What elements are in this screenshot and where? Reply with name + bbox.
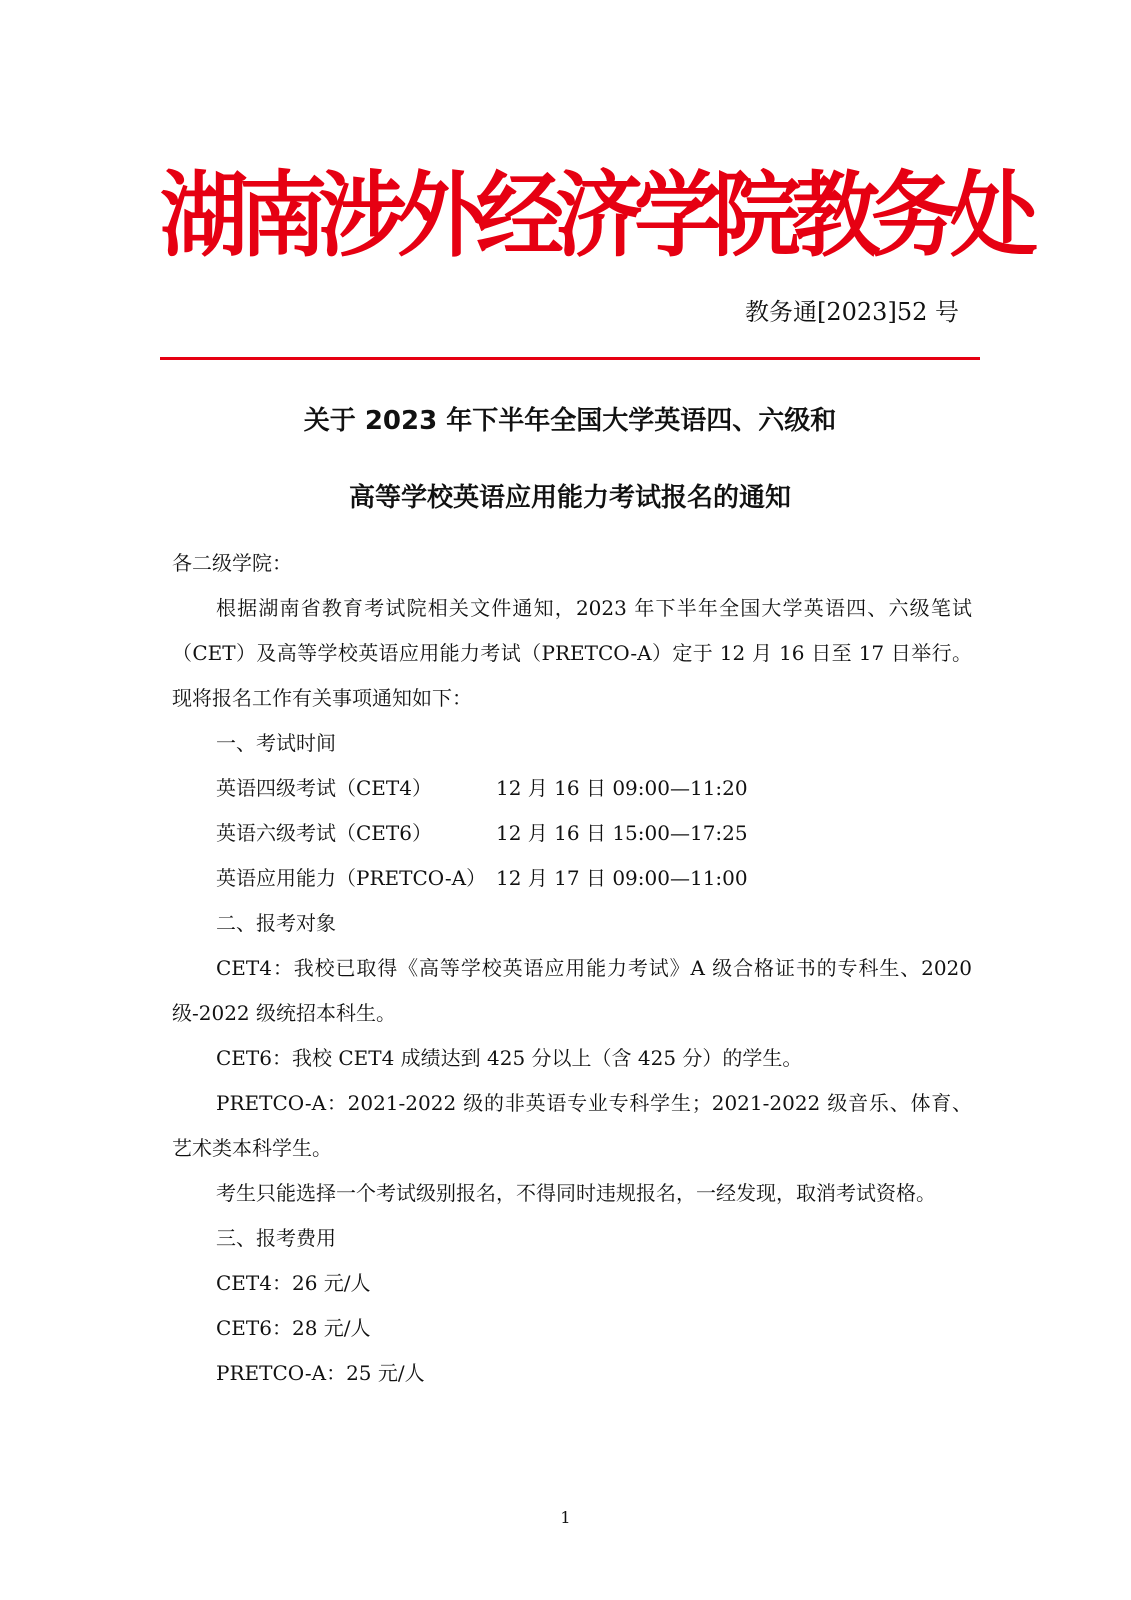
document-number: 教务通[2023]52 号 xyxy=(745,298,959,326)
schedule-row xyxy=(172,856,972,901)
schedule-row xyxy=(172,811,972,856)
notice-title-line-2: 高等学校英语应用能力考试报名的通知 xyxy=(348,483,791,513)
fee-item: PRETCO-A：25 元/人 xyxy=(216,1361,425,1385)
section-heading-fees: 三、报考费用 xyxy=(216,1226,336,1250)
eligibility-cet6: CET6：我校 CET4 成绩达到 425 分以上（含 425 分）的学生。 xyxy=(216,1046,803,1070)
schedule-row xyxy=(172,766,972,811)
org-letterhead: 湖南涉外经济学院教务处 xyxy=(160,161,1030,270)
letterhead-divider xyxy=(160,357,980,360)
schedule-exam-name: 英语六级考试（CET6） xyxy=(216,821,432,845)
schedule-exam-time: 12 月 16 日 15:00—17:25 xyxy=(496,821,748,845)
notice-title-line-1: 关于 2023 年下半年全国大学英语四、六级和 xyxy=(303,406,837,436)
page-number: 1 xyxy=(560,1508,571,1527)
section-heading-eligibility: 二、报考对象 xyxy=(216,911,336,935)
fee-item: CET6：28 元/人 xyxy=(216,1316,371,1340)
schedule-exam-name: 英语应用能力（PRETCO-A） xyxy=(216,866,487,890)
salutation: 各二级学院： xyxy=(172,551,292,575)
fee-item: CET4：26 元/人 xyxy=(216,1271,371,1295)
eligibility-pretco: PRETCO-A：2021-2022 级的非英语专业专科学生；2021-2022 级音乐、体育、艺术类本科学生。 xyxy=(172,1091,972,1160)
eligibility-note: 考生只能选择一个考试级别报名，不得同时违规报名，一经发现，取消考试资格。 xyxy=(216,1181,936,1205)
section-heading-exam-time: 一、考试时间 xyxy=(216,731,336,755)
eligibility-cet4: CET4：我校已取得《高等学校英语应用能力考试》A 级合格证书的专科生、2020 级-2022 级统招本科生。 xyxy=(172,956,972,1025)
schedule-exam-time: 12 月 16 日 09:00—11:20 xyxy=(496,776,748,800)
schedule-exam-time: 12 月 17 日 09:00—11:00 xyxy=(496,866,748,890)
schedule-exam-name: 英语四级考试（CET4） xyxy=(216,776,432,800)
intro-paragraph: 根据湖南省教育考试院相关文件通知，2023 年下半年全国大学英语四、六级笔试（CET）及高等学校英语应用能力考试（PRETCO-A）定于 12 月 16 日至 17 日举行。现将报名工作有关事项通知如下： xyxy=(172,596,972,710)
notice-body xyxy=(172,541,972,1396)
